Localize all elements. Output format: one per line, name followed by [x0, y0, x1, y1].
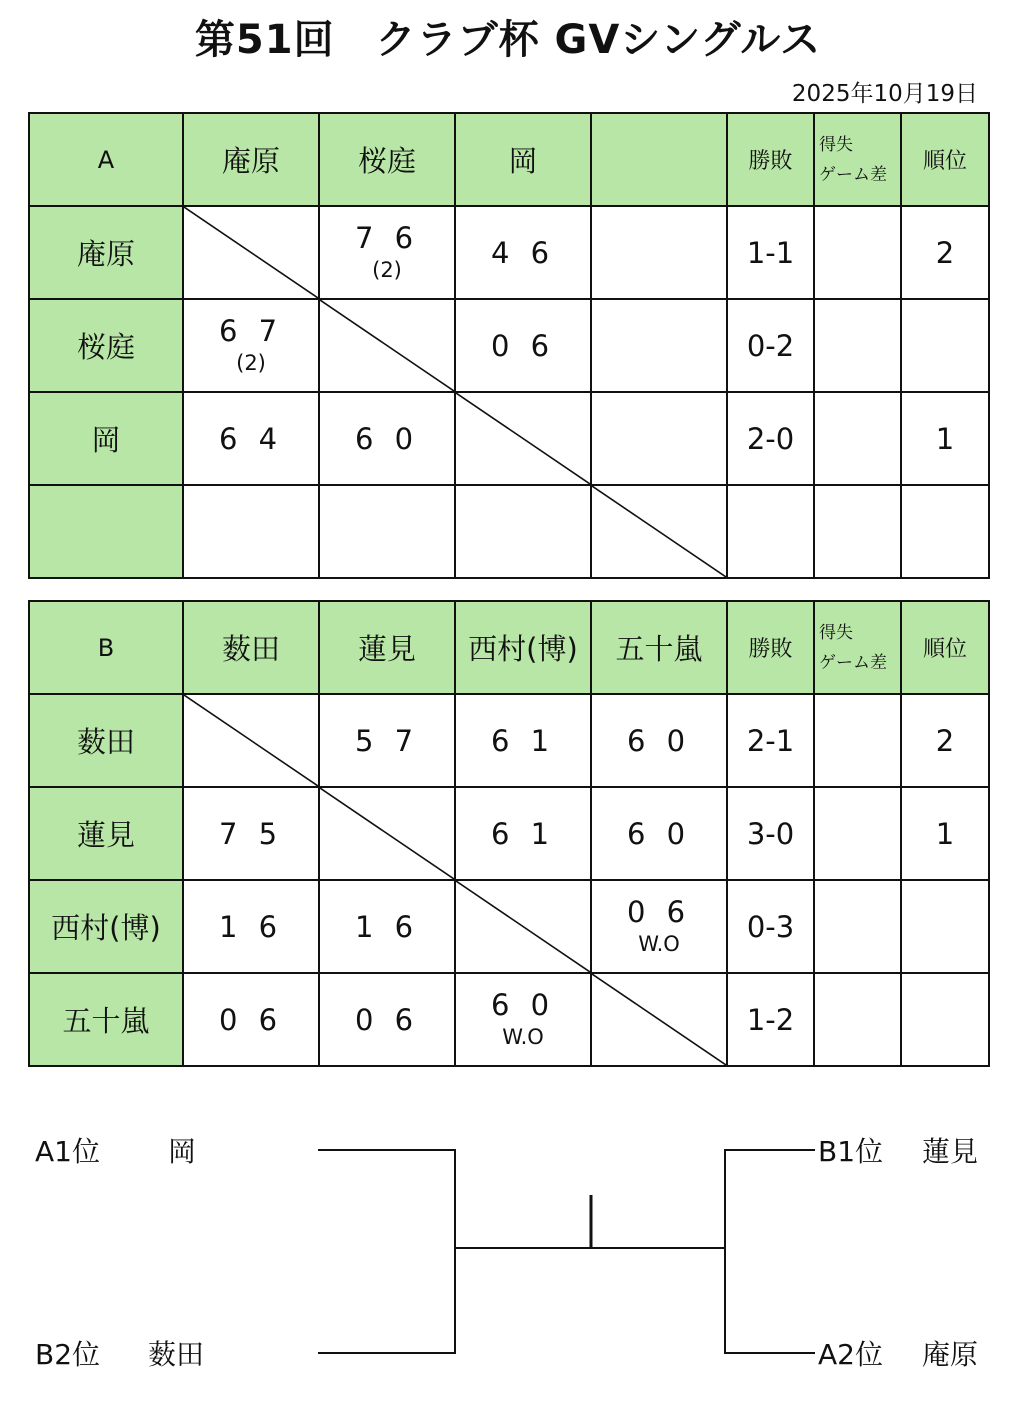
bracket-b1-label: B1位 [818, 1135, 884, 1168]
diagonal-line [320, 788, 454, 879]
self-match-cell [455, 392, 591, 485]
col-header-rank: 順位 [901, 601, 989, 694]
match-score: 6 4 [218, 421, 284, 456]
match-note: W.O [502, 1024, 544, 1049]
match-score: 6 0 [354, 421, 420, 456]
row-header-player: 西村(博) [29, 880, 183, 973]
record-cell: 2-1 [727, 694, 814, 787]
diagonal-line [456, 393, 590, 484]
match-score: 1 6 [218, 909, 284, 944]
match-score-cell [183, 485, 319, 578]
rank-cell [901, 485, 989, 578]
bracket-b2-label: B2位 [35, 1338, 101, 1371]
diagonal-line [456, 881, 590, 972]
table-row [29, 880, 989, 973]
match-score: 6 0 [626, 723, 692, 758]
rank-cell: 1 [901, 787, 989, 880]
match-score-cell [455, 485, 591, 578]
group-b-table [28, 600, 990, 1067]
match-score-cell [591, 694, 727, 787]
diagonal-line [184, 695, 318, 786]
match-score-cell [591, 299, 727, 392]
rank-cell: 1 [901, 392, 989, 485]
match-score-cell [455, 694, 591, 787]
col-header-record: 勝敗 [727, 113, 814, 206]
bracket-b2-name: 薮田 [148, 1338, 205, 1371]
bracket-left-match-line [318, 1150, 455, 1353]
game-diff-line1: 得失 [819, 134, 853, 155]
rank-cell [901, 880, 989, 973]
match-note: W.O [638, 931, 680, 956]
match-score: 7 6 [354, 220, 420, 255]
col-header-record: 勝敗 [727, 601, 814, 694]
row-header-player: 五十嵐 [29, 973, 183, 1066]
row-header-player: 庵原 [29, 206, 183, 299]
bracket-right-match-line [725, 1150, 815, 1353]
game-diff-cell [814, 485, 901, 578]
tournament-bracket-lines [0, 1100, 1016, 1400]
match-score-cell [455, 787, 591, 880]
match-score-cell [319, 206, 455, 299]
row-header-player [29, 485, 183, 578]
game-diff-cell [814, 880, 901, 973]
match-note: (2) [236, 350, 266, 375]
match-score-cell [591, 880, 727, 973]
match-note: (2) [372, 257, 402, 282]
game-diff-cell [814, 694, 901, 787]
self-match-cell [591, 485, 727, 578]
match-score: 0 6 [490, 328, 556, 363]
diagonal-line [592, 974, 726, 1065]
diagonal-line [320, 300, 454, 391]
self-match-cell [183, 206, 319, 299]
match-score-cell [591, 787, 727, 880]
match-score: 7 5 [218, 816, 284, 851]
col-header-player: 岡 [455, 113, 591, 206]
match-score-cell [319, 392, 455, 485]
match-score-cell [183, 787, 319, 880]
record-cell: 3-0 [727, 787, 814, 880]
row-header-player: 薮田 [29, 694, 183, 787]
table-row [29, 787, 989, 880]
record-cell: 0-3 [727, 880, 814, 973]
match-score: 0 6 [626, 894, 692, 929]
table-row [29, 299, 989, 392]
col-header-player: 蓮見 [319, 601, 455, 694]
self-match-cell [319, 787, 455, 880]
group-b-label: B [29, 601, 183, 694]
game-diff-cell [814, 206, 901, 299]
col-header-game-diff [814, 113, 901, 206]
table-row [29, 694, 989, 787]
page-title: 第51回 クラブ杯 GVシングルス [194, 17, 822, 63]
bracket-a1-label: A1位 [35, 1135, 100, 1168]
game-diff-cell [814, 392, 901, 485]
table-row [29, 973, 989, 1066]
group-a-label: A [29, 113, 183, 206]
self-match-cell [319, 299, 455, 392]
col-header-player: 五十嵐 [591, 601, 727, 694]
match-score-cell [183, 392, 319, 485]
game-diff-line2: ゲーム差 [819, 164, 887, 185]
col-header-player: 庵原 [183, 113, 319, 206]
bracket-b1-name: 蓮見 [922, 1135, 979, 1168]
match-score-cell [591, 206, 727, 299]
record-cell [727, 485, 814, 578]
rank-cell [901, 973, 989, 1066]
record-cell: 0-2 [727, 299, 814, 392]
game-diff-cell [814, 973, 901, 1066]
game-diff-cell [814, 787, 901, 880]
match-score: 5 7 [354, 723, 420, 758]
match-score-cell [319, 694, 455, 787]
col-header-rank: 順位 [901, 113, 989, 206]
rank-cell [901, 299, 989, 392]
record-cell: 2-0 [727, 392, 814, 485]
match-score-cell [183, 973, 319, 1066]
rank-cell: 2 [901, 206, 989, 299]
match-score-cell [183, 880, 319, 973]
group-a-table [28, 112, 990, 579]
bracket-a1-name: 岡 [168, 1135, 197, 1168]
match-score: 6 0 [626, 816, 692, 851]
col-header-player: 桜庭 [319, 113, 455, 206]
match-score-cell [455, 973, 591, 1066]
row-header-player: 蓮見 [29, 787, 183, 880]
table-row [29, 485, 989, 578]
match-score: 4 6 [490, 235, 556, 270]
bracket-a2-label: A2位 [818, 1338, 883, 1371]
match-score-cell [455, 206, 591, 299]
col-header-player [591, 113, 727, 206]
rank-cell: 2 [901, 694, 989, 787]
game-diff-cell [814, 299, 901, 392]
match-score-cell [319, 880, 455, 973]
table-row [29, 206, 989, 299]
diagonal-line [184, 207, 318, 298]
self-match-cell [591, 973, 727, 1066]
match-score-cell [319, 973, 455, 1066]
match-score: 6 1 [490, 816, 556, 851]
row-header-player: 岡 [29, 392, 183, 485]
match-score: 6 0 [490, 987, 556, 1022]
match-score-cell [319, 485, 455, 578]
record-cell: 1-2 [727, 973, 814, 1066]
match-score-cell [183, 299, 319, 392]
table-row [29, 392, 989, 485]
match-score: 6 1 [490, 723, 556, 758]
col-header-game-diff [814, 601, 901, 694]
record-cell: 1-1 [727, 206, 814, 299]
self-match-cell [455, 880, 591, 973]
match-score: 0 6 [354, 1002, 420, 1037]
match-score-cell [455, 299, 591, 392]
self-match-cell [183, 694, 319, 787]
match-score: 0 6 [218, 1002, 284, 1037]
match-score: 1 6 [354, 909, 420, 944]
row-header-player: 桜庭 [29, 299, 183, 392]
match-score: 6 7 [218, 313, 284, 348]
diagonal-line [592, 486, 726, 577]
game-diff-line2: ゲーム差 [819, 652, 887, 673]
game-diff-line1: 得失 [819, 622, 853, 643]
col-header-player: 西村(博) [455, 601, 591, 694]
event-date: 2025年10月19日 [791, 81, 978, 107]
match-score-cell [591, 392, 727, 485]
col-header-player: 薮田 [183, 601, 319, 694]
bracket-a2-name: 庵原 [922, 1338, 979, 1371]
